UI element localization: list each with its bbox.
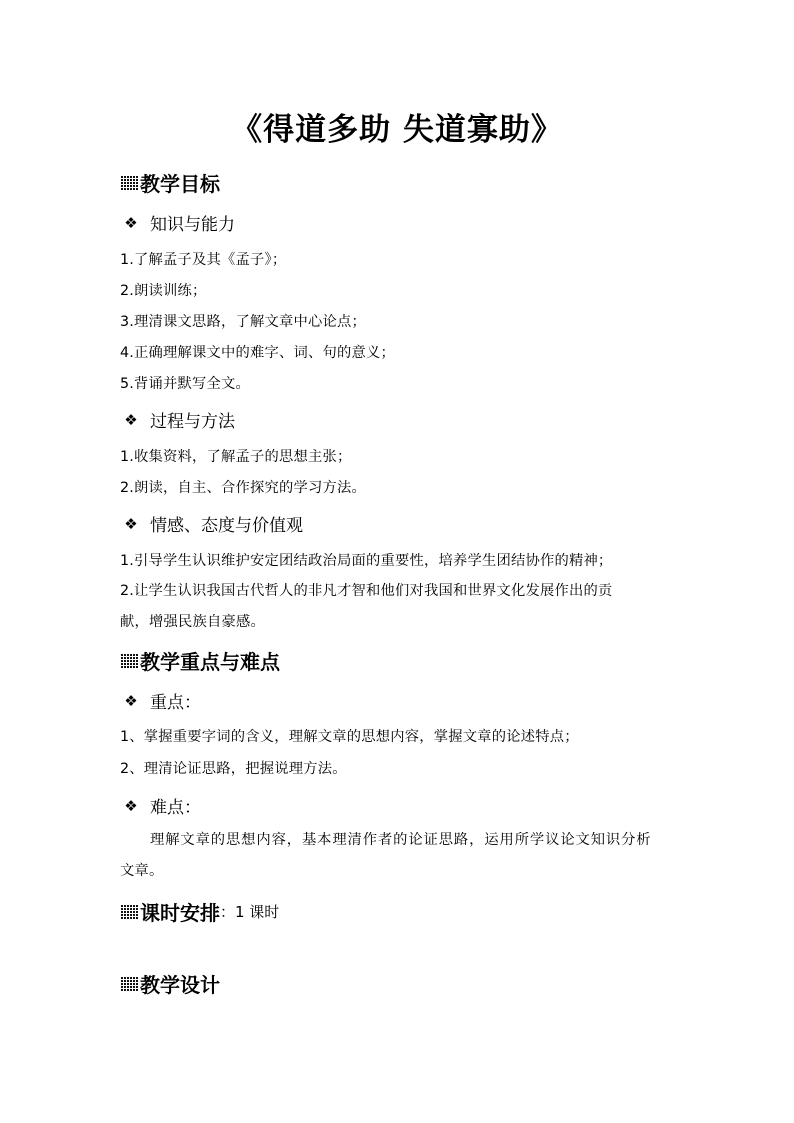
schedule-value: ：1 课时 [220, 903, 280, 921]
list-item: 献，增强民族自豪感。 [120, 614, 265, 630]
subheading-difficulty [124, 793, 201, 818]
section-heading-objectives [120, 168, 220, 197]
section-heading-text: 教学重点与难点 [140, 650, 280, 674]
list-item: 5.背诵并默写全文。 [120, 376, 251, 392]
subheading-emotion [124, 511, 303, 536]
section-heading-text: 课时安排 [140, 901, 220, 925]
paragraph-line: 文章。 [120, 863, 164, 879]
list-item: 2、理清论证思路，把握说理方法。 [120, 761, 347, 777]
list-item: 4.正确理解课文中的难字、词、句的意义； [120, 345, 395, 361]
diamond-bullet-icon: ❖ [124, 691, 138, 710]
subheading-text: 过程与方法 [150, 412, 235, 432]
list-item: 3.理清课文思路，了解文章中心论点； [120, 314, 366, 330]
subheading-process [124, 407, 235, 432]
list-item: 1.引导学生认识维护安定团结政治局面的重要性，培养学生团结协作的精神； [120, 553, 613, 569]
checkered-square-icon [120, 175, 138, 191]
page-title: 《得道多助 失道寡助》 [231, 112, 563, 148]
diamond-bullet-icon: ❖ [124, 213, 138, 232]
list-item: 2.让学生认识我国古代哲人的非凡才智和他们对我国和世界文化发展作出的贡 [120, 583, 613, 599]
subheading-text: 知识与能力 [150, 215, 235, 235]
subheading-text: 重点： [150, 693, 201, 713]
checkered-square-icon [120, 976, 138, 992]
section-heading-text: 教学目标 [140, 172, 220, 196]
diamond-bullet-icon: ❖ [124, 410, 138, 429]
section-heading-text: 教学设计 [140, 973, 220, 997]
subheading-knowledge [124, 210, 235, 235]
section-heading-schedule [120, 897, 279, 926]
list-item: 2.朗读，自主、合作探究的学习方法。 [120, 480, 366, 496]
list-item: 1.了解孟子及其《孟子》； [120, 252, 287, 268]
subheading-text: 难点： [150, 798, 201, 818]
diamond-bullet-icon: ❖ [124, 796, 138, 815]
list-item: 1.收集资料，了解孟子的思想主张； [120, 449, 352, 465]
subheading-text: 情感、态度与价值观 [150, 516, 303, 536]
subheading-focus [124, 688, 201, 713]
diamond-bullet-icon: ❖ [124, 514, 138, 533]
checkered-square-icon [120, 904, 138, 920]
paragraph-line: 理解文章的思想内容，基本理清作者的论证思路，运用所学议论文知识分析 [150, 832, 652, 848]
list-item: 1、掌握重要字词的含义，理解文章的思想内容，掌握文章的论述特点； [120, 729, 579, 745]
checkered-square-icon [120, 653, 138, 669]
list-item: 2.朗读训练； [120, 283, 207, 299]
section-heading-key-points [120, 646, 280, 675]
section-heading-design [120, 969, 220, 998]
